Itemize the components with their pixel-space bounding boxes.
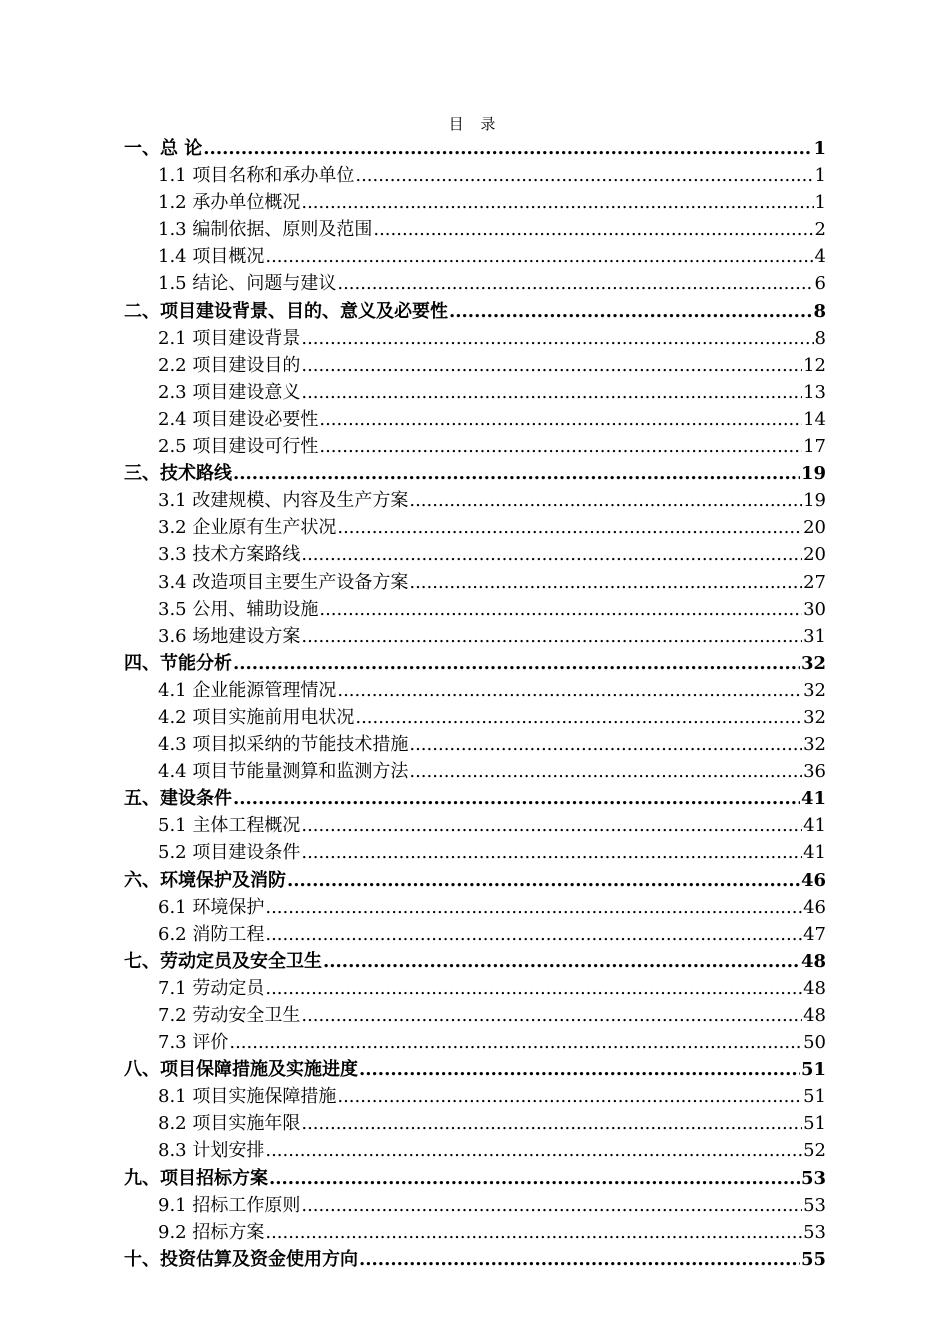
toc-entry-label: 2.4 项目建设必要性 <box>158 408 319 430</box>
toc-page-number: 51 <box>803 1113 826 1135</box>
toc-dot-leader <box>301 812 802 839</box>
toc-entry-label: 3.2 企业原有生产状况 <box>158 517 337 539</box>
toc-section-entry[interactable] <box>124 406 826 433</box>
toc-section-entry[interactable] <box>124 1029 826 1056</box>
toc-entry-label: 一、总 论 <box>124 138 203 159</box>
toc-page-number: 19 <box>803 490 826 512</box>
toc-section-entry[interactable] <box>124 569 826 596</box>
toc-entry-label: 九、项目招标方案 <box>124 1167 268 1189</box>
toc-entry-label: 3.3 技术方案路线 <box>158 544 301 566</box>
toc-dot-leader <box>319 433 802 460</box>
toc-page-number: 1 <box>814 165 826 187</box>
toc-entry-label: 6.1 环境保护 <box>158 896 265 918</box>
toc-chapter-entry[interactable] <box>124 650 826 677</box>
toc-chapter-entry[interactable] <box>124 948 826 975</box>
toc-page-number: 8 <box>814 327 826 349</box>
toc-page-number: 46 <box>800 869 826 891</box>
toc-dot-leader <box>229 1029 802 1056</box>
toc-section-entry[interactable] <box>124 325 826 352</box>
toc-entry-label: 3.1 改建规模、内容及生产方案 <box>158 490 409 512</box>
toc-dot-leader <box>323 948 800 975</box>
toc-dot-leader <box>287 867 800 894</box>
toc-section-entry[interactable] <box>124 189 826 216</box>
toc-entry-label: 8.2 项目实施年限 <box>158 1113 301 1135</box>
toc-dot-leader <box>301 325 813 352</box>
toc-entry-label: 二、项目建设背景、目的、意义及必要性 <box>124 300 448 322</box>
toc-section-entry[interactable] <box>124 1110 826 1137</box>
toc-dot-leader <box>359 1056 800 1083</box>
toc-section-entry[interactable] <box>124 1083 826 1110</box>
toc-entry-label: 8.3 计划安排 <box>158 1140 265 1162</box>
toc-entry-label: 4.2 项目实施前用电状况 <box>158 706 355 728</box>
toc-entry-label: 7.3 评价 <box>158 1032 229 1054</box>
toc-dot-leader <box>265 1219 802 1246</box>
toc-section-entry[interactable] <box>124 514 826 541</box>
toc-dot-leader <box>337 514 802 541</box>
toc-section-entry[interactable] <box>124 162 826 189</box>
toc-page-number: 48 <box>803 1005 826 1026</box>
toc-entry-label: 4.4 项目节能量测算和监测方法 <box>158 761 409 783</box>
toc-dot-leader <box>337 1083 802 1110</box>
toc-entry-label: 7.1 劳动定员 <box>158 977 265 999</box>
toc-section-entry[interactable] <box>124 975 826 1002</box>
toc-section-entry[interactable] <box>124 216 826 243</box>
toc-page-number: 19 <box>800 463 826 485</box>
toc-entry-label: 3.6 场地建设方案 <box>158 625 301 647</box>
toc-entry-label: 八、项目保障措施及实施进度 <box>124 1059 358 1081</box>
toc-title: 目 录 <box>448 115 502 133</box>
toc-dot-leader <box>337 677 802 704</box>
toc-section-entry[interactable] <box>124 541 826 568</box>
toc-page-number: 41 <box>800 788 826 810</box>
toc-dot-leader <box>265 1137 802 1164</box>
toc-chapter-entry[interactable] <box>124 1056 826 1083</box>
toc-page-number: 32 <box>803 734 826 756</box>
toc-dot-leader <box>409 569 802 596</box>
toc-page-number: 51 <box>803 1086 826 1108</box>
toc-page-number: 1 <box>814 192 826 214</box>
toc-page-number: 32 <box>803 679 826 701</box>
toc-dot-leader <box>233 460 800 487</box>
toc-dot-leader <box>355 704 802 731</box>
toc-entry-label: 六、环境保护及消防 <box>124 869 286 891</box>
toc-section-entry[interactable] <box>124 433 826 460</box>
toc-entry-label: 7.2 劳动安全卫生 <box>158 1005 301 1026</box>
toc-entry-label: 2.3 项目建设意义 <box>158 381 301 403</box>
toc-chapter-entry[interactable] <box>124 1165 826 1192</box>
toc-entry-label: 1.5 结论、问题与建议 <box>158 273 337 295</box>
toc-dot-leader <box>319 596 802 623</box>
toc-page-number: 6 <box>814 273 826 295</box>
toc-entry-label: 8.1 项目实施保障措施 <box>158 1086 337 1108</box>
toc-page-number: 41 <box>803 815 826 837</box>
toc-dot-leader <box>301 379 802 406</box>
toc-entry-label: 十、投资估算及资金使用方向 <box>124 1248 358 1270</box>
toc-dot-leader <box>301 623 802 650</box>
toc-entry-label: 五、建设条件 <box>124 788 232 810</box>
toc-entry-label: 5.2 项目建设条件 <box>158 842 301 864</box>
toc-section-entry[interactable] <box>124 243 826 270</box>
toc-section-entry[interactable] <box>124 270 826 297</box>
toc-dot-leader <box>269 1165 800 1192</box>
toc-section-entry[interactable] <box>124 1219 826 1246</box>
toc-page-number: 55 <box>800 1248 826 1270</box>
toc-page-number: 14 <box>803 408 826 430</box>
toc-chapter-entry[interactable] <box>124 785 826 812</box>
toc-chapter-entry[interactable] <box>124 460 826 487</box>
toc-entry-label: 2.5 项目建设可行性 <box>158 436 319 458</box>
toc-entry-label: 2.1 项目建设背景 <box>158 327 301 349</box>
toc-section-entry[interactable] <box>124 1192 826 1219</box>
toc-dot-leader <box>409 758 802 785</box>
toc-entry-label: 5.1 主体工程概况 <box>158 815 301 837</box>
toc-entry-label: 三、技术路线 <box>124 463 232 485</box>
toc-section-entry[interactable] <box>124 596 826 623</box>
toc-page-number: 32 <box>800 652 826 674</box>
toc-entry-label: 1.4 项目概况 <box>158 246 265 268</box>
toc-page-number: 27 <box>803 571 826 593</box>
toc-section-entry[interactable] <box>124 487 826 514</box>
toc-dot-leader <box>265 894 802 921</box>
toc-section-entry[interactable] <box>124 921 826 948</box>
toc-page-number: 53 <box>800 1167 826 1189</box>
toc-dot-leader <box>319 406 802 433</box>
toc-dot-leader <box>409 487 802 514</box>
toc-entry-label: 3.5 公用、辅助设施 <box>158 598 319 620</box>
toc-page-number: 46 <box>803 896 826 918</box>
toc-page-number: 13 <box>803 381 826 403</box>
toc-dot-leader <box>301 352 802 379</box>
toc-page-number: 30 <box>803 598 826 620</box>
toc-entry-label: 1.1 项目名称和承办单位 <box>158 165 355 187</box>
toc-dot-leader <box>373 216 813 243</box>
toc-section-entry[interactable] <box>124 758 826 785</box>
toc-entry-label: 七、劳动定员及安全卫生 <box>124 950 322 972</box>
toc-dot-leader <box>449 298 812 325</box>
toc-page-number: 52 <box>803 1140 826 1162</box>
toc-page-number: 48 <box>803 977 826 999</box>
toc-page-number: 50 <box>803 1032 826 1054</box>
toc-page-number: 47 <box>803 923 826 945</box>
toc-section-entry[interactable] <box>124 1137 826 1164</box>
toc-section-entry[interactable] <box>124 731 826 758</box>
toc-section-entry[interactable] <box>124 1002 826 1029</box>
toc-section-entry[interactable] <box>124 894 826 921</box>
table-of-contents <box>124 135 826 1273</box>
toc-dot-leader <box>301 1002 802 1029</box>
toc-section-entry[interactable] <box>124 352 826 379</box>
toc-section-entry[interactable] <box>124 623 826 650</box>
toc-dot-leader <box>301 1110 802 1137</box>
toc-dot-leader <box>409 731 802 758</box>
toc-entry-label: 2.2 项目建设目的 <box>158 354 301 376</box>
toc-section-entry[interactable] <box>124 379 826 406</box>
toc-chapter-entry[interactable] <box>124 135 826 162</box>
toc-dot-leader <box>301 189 813 216</box>
toc-page-number: 51 <box>800 1059 826 1081</box>
toc-page-number: 8 <box>813 300 826 322</box>
toc-dot-leader <box>265 243 813 270</box>
toc-page-number: 1 <box>813 138 826 159</box>
toc-entry-label: 4.1 企业能源管理情况 <box>158 679 337 701</box>
toc-section-entry[interactable] <box>124 704 826 731</box>
toc-page-number: 20 <box>803 517 826 539</box>
toc-entry-label: 9.1 招标工作原则 <box>158 1194 301 1216</box>
toc-dot-leader <box>265 975 802 1002</box>
toc-page-number: 32 <box>803 706 826 728</box>
toc-entry-label: 1.3 编制依据、原则及范围 <box>158 219 373 241</box>
toc-chapter-entry[interactable] <box>124 867 826 894</box>
toc-dot-leader <box>359 1246 800 1273</box>
toc-dot-leader <box>265 921 802 948</box>
toc-page-number: 41 <box>803 842 826 864</box>
toc-page-number: 20 <box>803 544 826 566</box>
toc-entry-label: 9.2 招标方案 <box>158 1221 265 1243</box>
toc-page-number: 53 <box>803 1221 826 1243</box>
toc-entry-label: 1.2 承办单位概况 <box>158 192 301 214</box>
toc-section-entry[interactable] <box>124 812 826 839</box>
toc-dot-leader <box>355 162 813 189</box>
toc-dot-leader <box>203 135 812 162</box>
toc-page-number: 17 <box>803 436 826 458</box>
toc-dot-leader <box>301 1192 802 1219</box>
toc-chapter-entry[interactable] <box>124 1246 826 1273</box>
toc-page-number: 48 <box>800 950 826 972</box>
toc-entry-label: 四、节能分析 <box>124 652 232 674</box>
toc-chapter-entry[interactable] <box>124 298 826 325</box>
toc-page-number: 36 <box>803 761 826 783</box>
toc-page-number: 4 <box>814 246 826 268</box>
toc-dot-leader <box>233 650 800 677</box>
toc-dot-leader <box>301 541 802 568</box>
toc-page-number: 2 <box>814 219 826 241</box>
toc-dot-leader <box>337 270 813 297</box>
toc-section-entry[interactable] <box>124 839 826 866</box>
toc-dot-leader <box>233 785 800 812</box>
toc-page-number: 53 <box>803 1194 826 1216</box>
toc-entry-label: 3.4 改造项目主要生产设备方案 <box>158 571 409 593</box>
toc-section-entry[interactable] <box>124 677 826 704</box>
toc-entry-label: 4.3 项目拟采纳的节能技术措施 <box>158 734 409 756</box>
toc-entry-label: 6.2 消防工程 <box>158 923 265 945</box>
toc-page-number: 31 <box>803 625 826 647</box>
toc-page-number: 12 <box>803 354 826 376</box>
toc-dot-leader <box>301 839 802 866</box>
